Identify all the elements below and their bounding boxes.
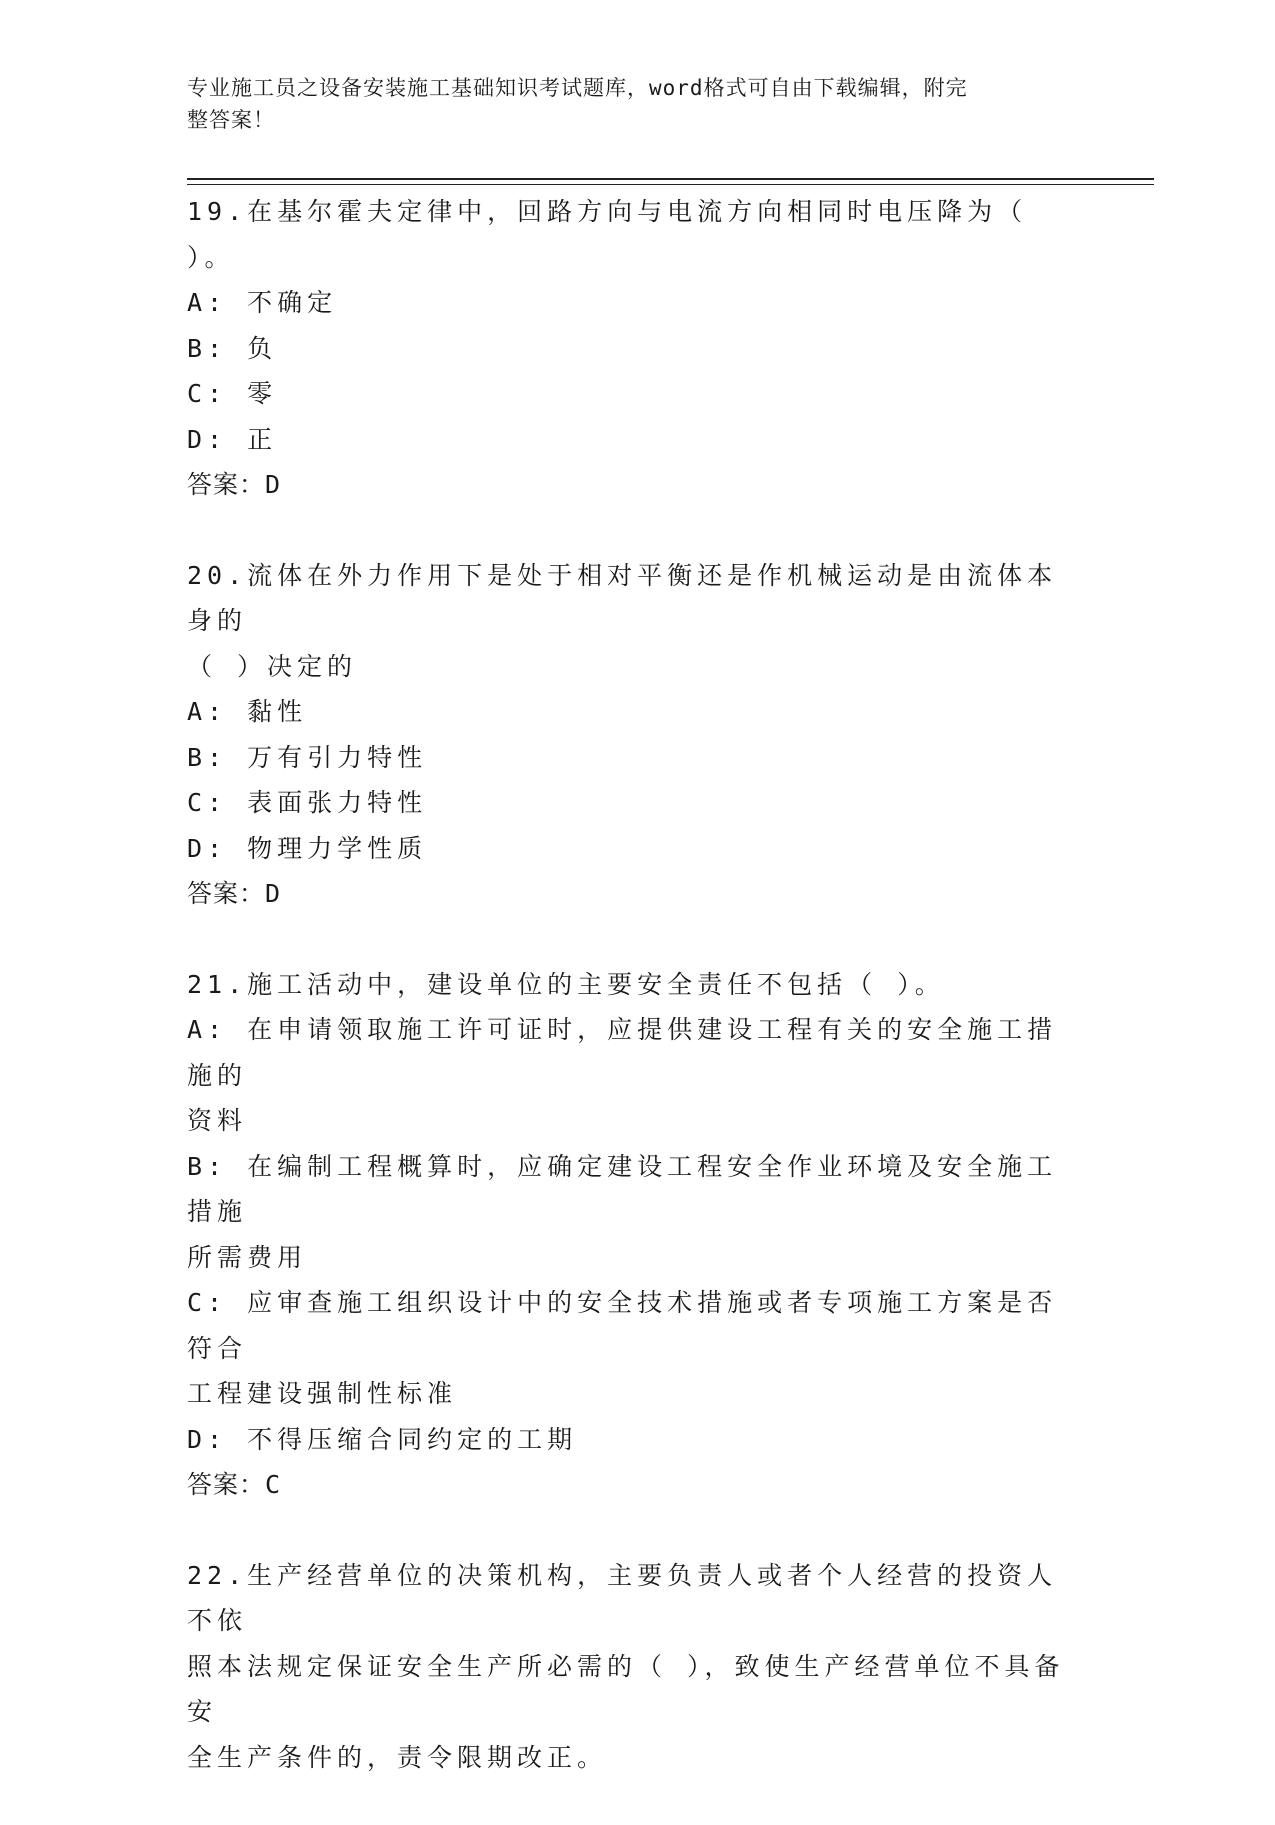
header-line-1: 专业施工员之设备安装施工基础知识考试题库，word格式可自由下载编辑，附完 — [187, 76, 968, 100]
option-text: C: 零 — [187, 379, 278, 408]
question-block — [187, 189, 1067, 508]
document-header — [187, 72, 1067, 136]
question-text: （ ）决定的 — [187, 651, 358, 681]
question-text: 全生产条件的，责令限期改正。 — [187, 1742, 608, 1772]
answer-text: 答案：C — [187, 1470, 282, 1499]
option-text: B: 在编制工程概算时，应确定建设工程安全作业环境及安全施工措施 — [187, 1151, 1058, 1226]
option-text: 工程建设强制性标准 — [187, 1379, 458, 1408]
question-text: 22.生产经营单位的决策机构，主要负责人或者个人经营的投资人不依 — [187, 1560, 1058, 1635]
option-text: C: 表面张力特性 — [187, 788, 428, 817]
option-text: 所需费用 — [187, 1242, 308, 1272]
question-block — [187, 962, 1067, 1508]
header-line-2: 整答案！ — [187, 108, 275, 132]
option-text: A: 黏性 — [187, 697, 308, 726]
option-text: A: 不确定 — [187, 288, 338, 317]
option-text: B: 负 — [187, 333, 278, 363]
option-text: D: 正 — [187, 424, 278, 454]
answer-text: 答案：D — [187, 470, 282, 499]
option-text: A: 在申请领取施工许可证时，应提供建设工程有关的安全施工措施的 — [187, 1015, 1058, 1090]
question-text: 19.在基尔霍夫定律中，回路方向与电流方向相同时电压降为（ ）。 — [187, 197, 1028, 272]
option-text: 资料 — [187, 1106, 248, 1135]
option-text: C: 应审查施工组织设计中的安全技术措施或者专项施工方案是否符合 — [187, 1288, 1058, 1363]
question-text: 照本法规定保证安全生产所必需的（ ），致使生产经营单位不具备安 — [187, 1651, 1065, 1726]
question-block — [187, 1553, 1067, 1781]
header-rule-thin — [187, 184, 1154, 185]
option-text: D: 不得压缩合同约定的工期 — [187, 1424, 578, 1454]
question-block — [187, 553, 1067, 917]
option-text: D: 物理力学性质 — [187, 833, 428, 863]
question-text: 21.施工活动中，建设单位的主要安全责任不包括（ ）。 — [187, 969, 945, 999]
answer-text: 答案：D — [187, 879, 282, 908]
question-text: 20.流体在外力作用下是处于相对平衡还是作机械运动是由流体本身的 — [187, 560, 1058, 635]
question-list — [187, 189, 1067, 1825]
header-rule-thick — [187, 178, 1154, 180]
option-text: B: 万有引力特性 — [187, 742, 428, 772]
